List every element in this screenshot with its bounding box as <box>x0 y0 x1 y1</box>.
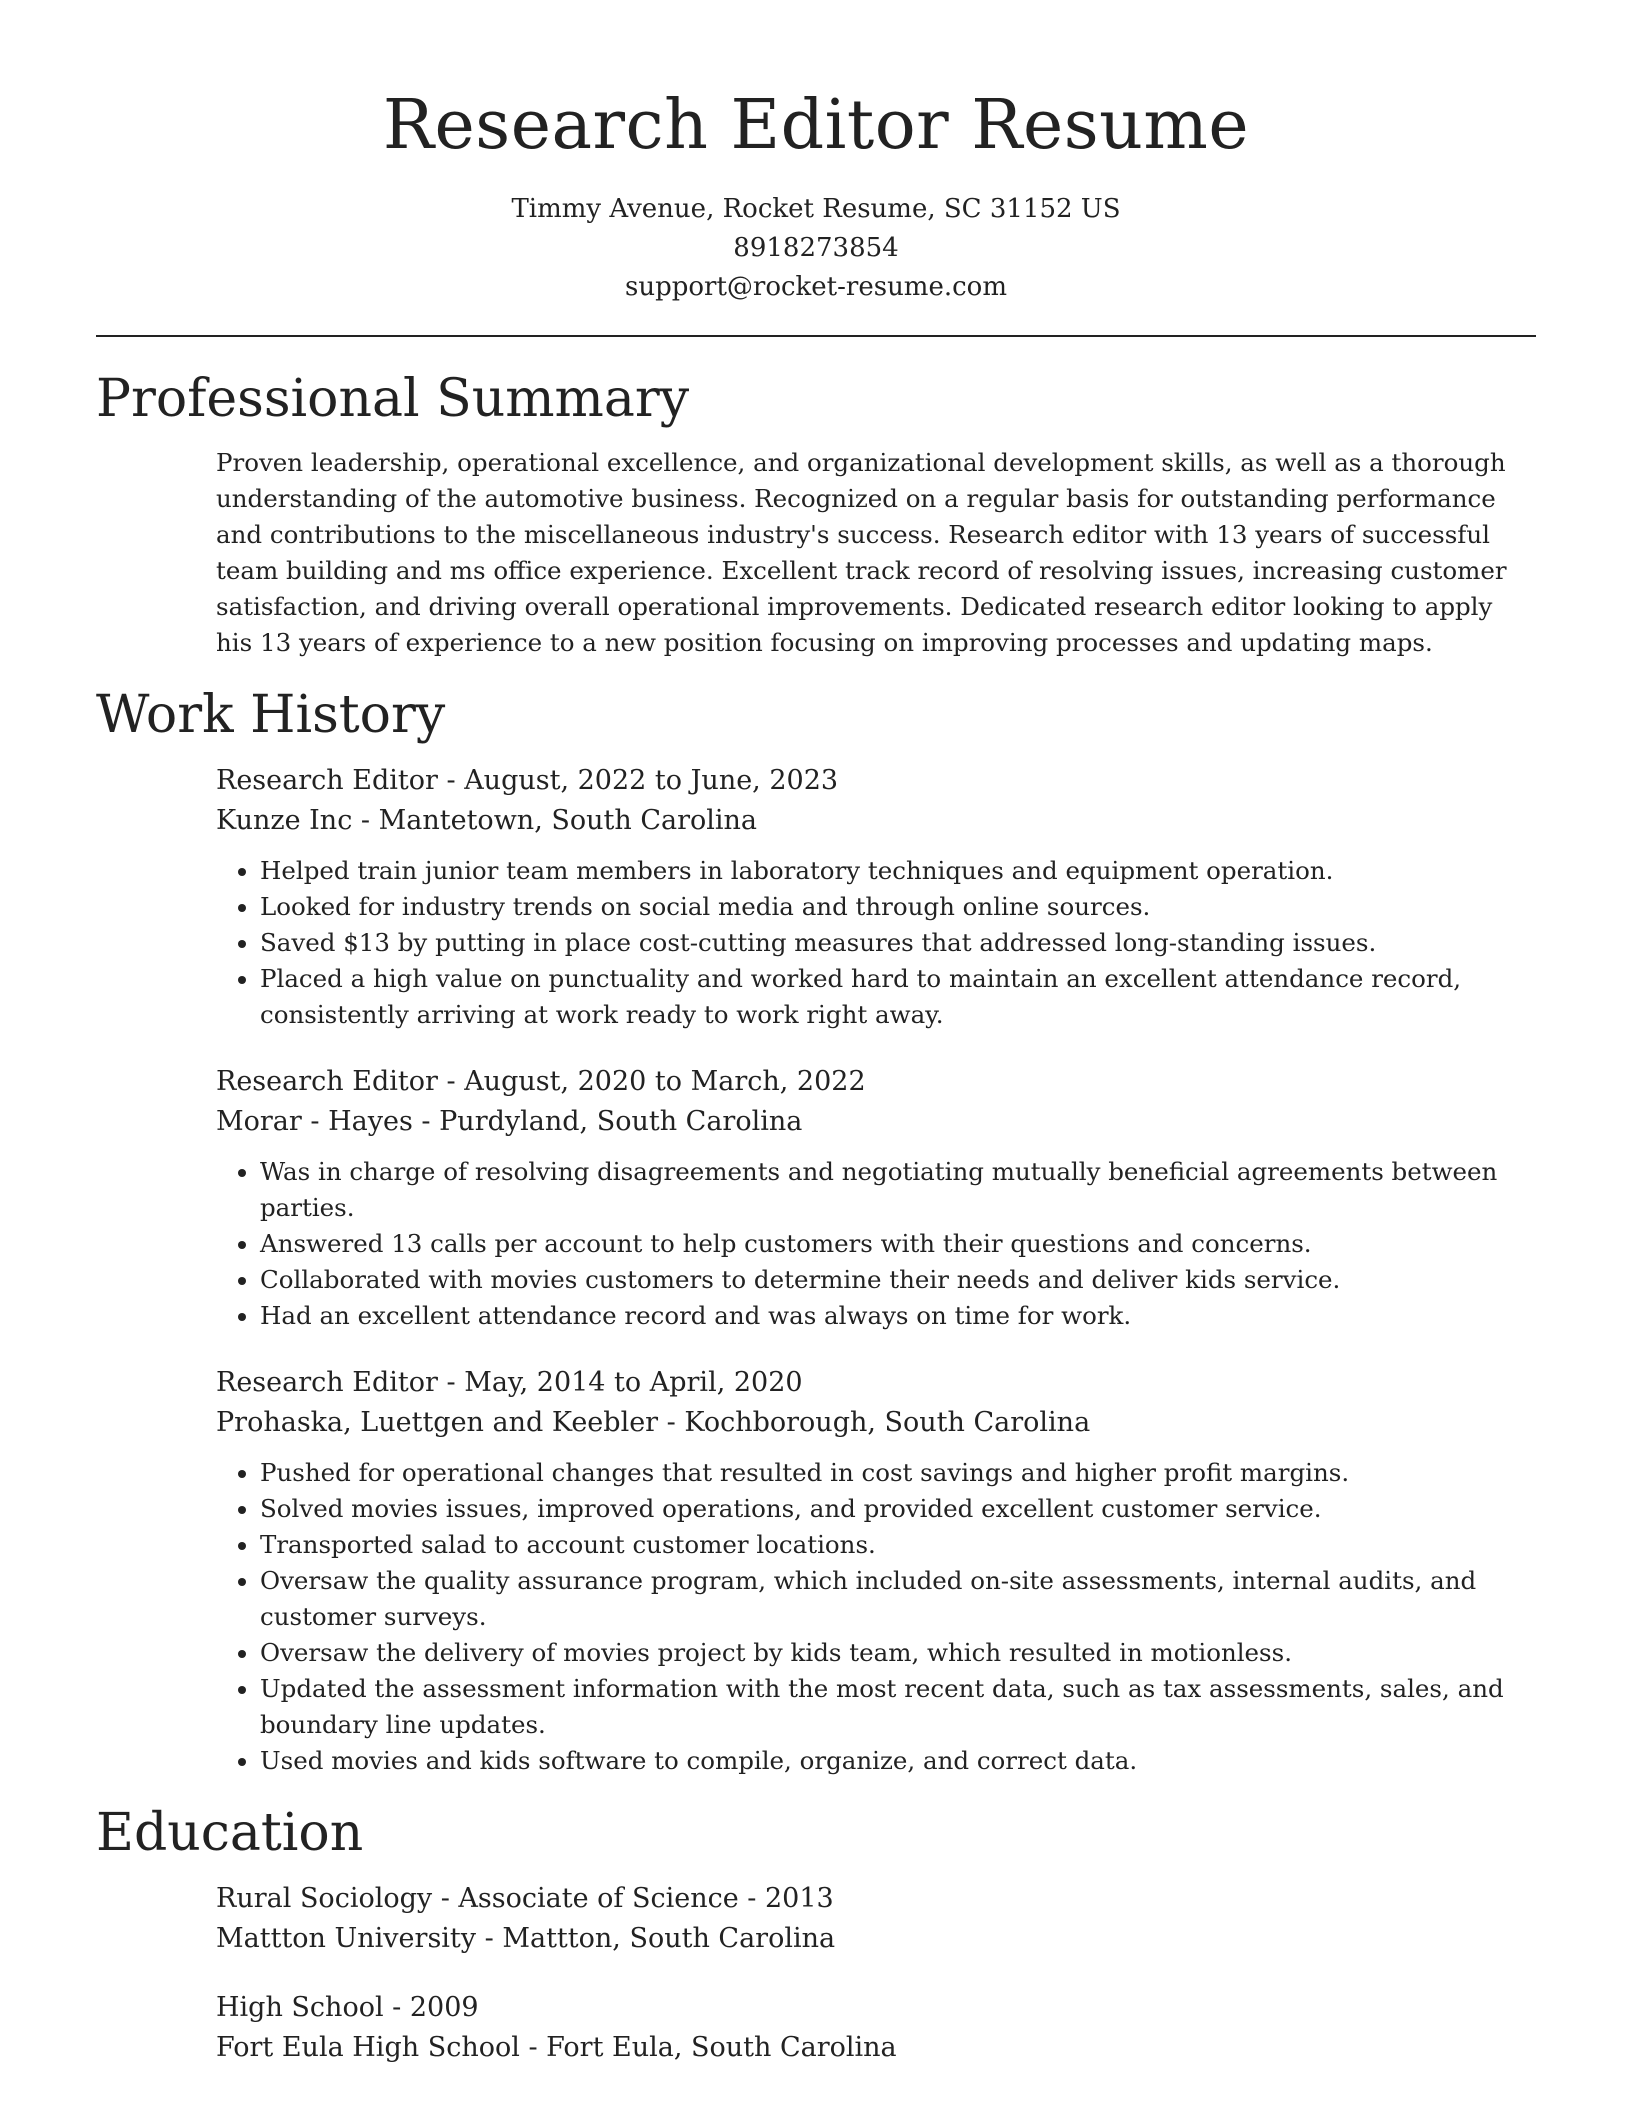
job-dates: August, 2022 to June, 2023 <box>464 765 839 796</box>
education-school-line <box>216 2028 1536 2068</box>
education-location: Mattton, South Carolina <box>502 1923 836 1954</box>
job-title: Research Editor <box>216 765 438 796</box>
job-bullet: • Solved movies issues, improved operations, and provided excellent customer service. <box>260 1491 1536 1527</box>
separator: - <box>352 805 379 836</box>
job-company: Kunze Inc <box>216 805 353 836</box>
job-title-line <box>216 1363 1536 1403</box>
education-degree-line: Rural Sociology - Associate of Science - 2013 <box>216 1883 834 1914</box>
job-bullet-list <box>216 853 1536 1033</box>
education-school: Mattton University <box>216 1923 477 1954</box>
separator: - <box>658 1407 685 1438</box>
education-entry <box>216 1879 1536 1959</box>
job-dates: August, 2020 to March, 2022 <box>464 1066 866 1097</box>
separator: - <box>437 765 465 796</box>
separator: - <box>519 2032 547 2063</box>
separator: - <box>437 1066 465 1097</box>
job-company: Prohaska, Luettgen and Keebler <box>216 1407 659 1438</box>
job-bullet: • Helped train junior team members in laboratory techniques and equipment operation. <box>260 853 1536 889</box>
job-bullet: • Had an excellent attendance record and was always on time for work. <box>260 1298 1536 1334</box>
summary-section <box>96 367 1536 661</box>
separator: - <box>437 1367 465 1398</box>
job-bullet: • Looked for industry trends on social media and through online sources. <box>260 889 1536 925</box>
contact-phone: 8918273854 <box>733 233 899 263</box>
section-title-summary: Professional Summary <box>96 369 690 429</box>
resume-header <box>96 0 1536 307</box>
job-entry <box>216 1363 1536 1779</box>
section-title-work-history: Work History <box>96 685 446 745</box>
education-location: Fort Eula, South Carolina <box>546 2032 897 2063</box>
job-bullet-list <box>216 1154 1536 1334</box>
resume-title: Research Editor Resume <box>382 86 1250 165</box>
job-company-line <box>216 1102 1536 1142</box>
job-company: Morar - Hayes <box>216 1106 413 1137</box>
education-school: Fort Eula High School <box>216 2032 520 2063</box>
resume-page <box>96 0 1536 2068</box>
job-bullet: • Was in charge of resolving disagreements and negotiating mutually beneficial agreements between parties. <box>260 1154 1536 1226</box>
job-title: Research Editor <box>216 1367 438 1398</box>
job-bullet: • Placed a high value on punctuality and worked hard to maintain an excellent attendance record, consistently arriving at work ready to work right away. <box>260 961 1536 1033</box>
job-bullet: • Collaborated with movies customers to determine their needs and deliver kids service. <box>260 1262 1536 1298</box>
work-history-section <box>96 683 1536 1779</box>
education-entry <box>216 1988 1536 2068</box>
job-location: Purdyland, South Carolina <box>439 1106 803 1137</box>
job-title: Research Editor <box>216 1066 438 1097</box>
job-bullet-list <box>216 1455 1536 1779</box>
education-school-line <box>216 1919 1536 1959</box>
job-title-line <box>216 761 1536 801</box>
header-divider <box>96 335 1536 337</box>
job-bullet: • Answered 13 calls per account to help customers with their questions and concerns. <box>260 1226 1536 1262</box>
job-bullet: • Oversaw the delivery of movies project by kids team, which resulted in motionless. <box>260 1635 1536 1671</box>
job-entry <box>216 761 1536 1033</box>
separator: - <box>476 1923 503 1954</box>
job-bullet: • Saved $13 by putting in place cost-cutting measures that addressed long-standing issues. <box>260 925 1536 961</box>
job-bullet: • Oversaw the quality assurance program, which included on-site assessments, internal audits, and customer surveys. <box>260 1563 1536 1635</box>
job-dates: May, 2014 to April, 2020 <box>464 1367 803 1398</box>
job-bullet: • Used movies and kids software to compile, organize, and correct data. <box>260 1743 1536 1779</box>
section-title-education: Education <box>96 1803 364 1863</box>
job-bullet: • Updated the assessment information with the most recent data, such as tax assessments, sales, and boundary line updates. <box>260 1671 1536 1743</box>
education-degree-line: High School - 2009 <box>216 1992 479 2023</box>
education-section <box>96 1801 1536 2068</box>
job-company-line <box>216 1403 1536 1443</box>
job-title-line <box>216 1062 1536 1102</box>
contact-email: support@rocket-resume.com <box>624 272 1007 302</box>
job-bullet: • Pushed for operational changes that resulted in cost savings and higher profit margins. <box>260 1455 1536 1491</box>
summary-text: Proven leadership, operational excellence, and organizational development skills, as well as a thorough understanding of the automotive business. Recognized on a regular basis for outstanding performance and contributions to the miscellaneous industry's success. Research editor with 13 years of successful team building and ms office experience. Excellent track record of resolving issues, increasing customer satisfaction, and driving overall operational improvements. Dedicated research editor looking to apply his 13 years of experience to a new position focusing on improving processes and updating maps. <box>216 448 1507 657</box>
job-entry <box>216 1062 1536 1334</box>
job-bullet: • Transported salad to account customer locations. <box>260 1527 1536 1563</box>
job-location: Kochborough, South Carolina <box>684 1407 1091 1438</box>
contact-address: Timmy Avenue, Rocket Resume, SC 31152 US <box>511 194 1121 224</box>
job-location: Mantetown, South Carolina <box>378 805 757 836</box>
separator: - <box>412 1106 440 1137</box>
contact-block <box>96 190 1536 307</box>
job-company-line <box>216 801 1536 841</box>
